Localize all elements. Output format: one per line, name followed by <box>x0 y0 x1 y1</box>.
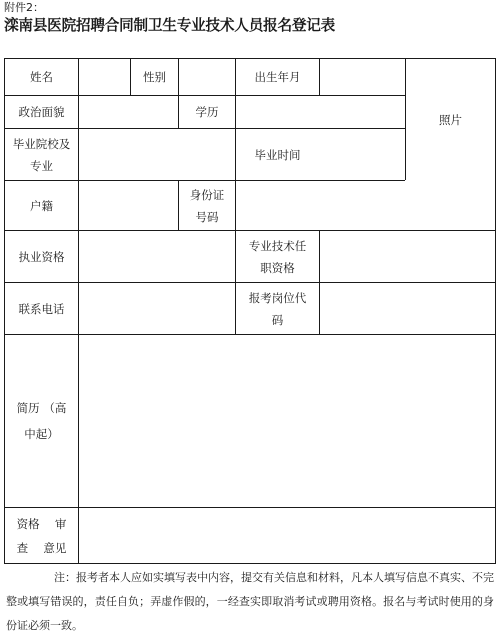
review-opinion-label: 资格 审 查 意见 <box>16 516 67 555</box>
col-line <box>235 180 236 230</box>
form-note: 注：报考者本人应如实填写表中内容，提交有关信息和材料，凡本人填写信息不真实、不完整或填写错误的，责任自负；弄虚作假的，一经查实即取消考试或聘用资格。报名与考试时使用的身份证必须一致。 <box>6 571 494 632</box>
col-line <box>319 230 320 334</box>
education-label: 学历 <box>195 105 219 119</box>
political-status-label: 政治面貌 <box>18 105 65 119</box>
id-number-label: 身份证 号码 <box>189 187 225 224</box>
professional-title-label: 专业技术任 职资格 <box>248 238 307 275</box>
row-line <box>235 95 405 96</box>
school-major-label: 毕业院校及 专业 <box>12 136 71 173</box>
household-registration-label: 户籍 <box>30 198 53 213</box>
birth-date-label: 出生年月 <box>254 70 301 84</box>
resume-label: 简历 （高 中起） <box>16 401 67 441</box>
gender-label: 性别 <box>143 70 166 84</box>
photo-label: 照片 <box>439 112 462 127</box>
attachment-label: 附件2： <box>4 1 44 14</box>
position-applied-label: 报考岗位代 码 <box>248 290 307 327</box>
graduation-time-label: 毕业时间 <box>254 147 301 162</box>
phone-label: 联系电话 <box>18 301 65 316</box>
practice-qualification-label: 执业资格 <box>18 249 65 264</box>
col-line <box>78 58 79 564</box>
col-line <box>319 58 320 95</box>
name-label: 姓名 <box>30 70 53 84</box>
form-title: 滦南县医院招聘合同制卫生专业技术人员报名登记表 <box>4 17 336 34</box>
table-border-right <box>495 58 496 564</box>
col-line <box>178 58 179 95</box>
